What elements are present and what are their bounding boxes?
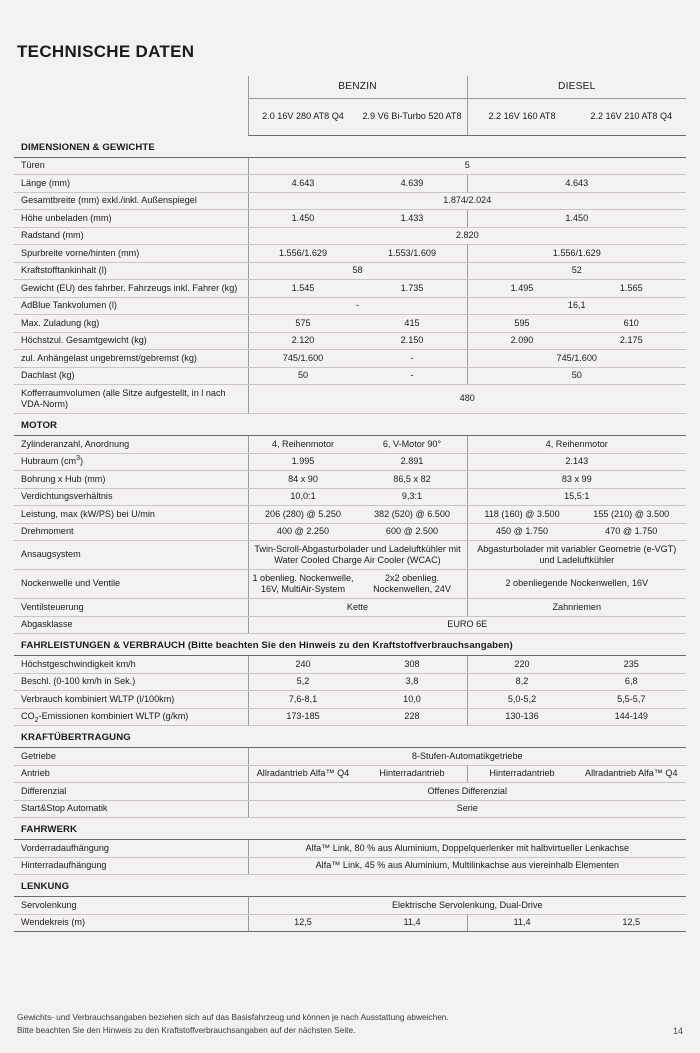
row-value: 206 (280) @ 5.250 [248,506,358,524]
section-heading: LENKUNG [14,875,686,897]
row-value: 595 [467,315,577,333]
row-value: 4, Reihenmotor [248,436,358,454]
row-value: Offenes Differenzial [248,783,686,801]
table-row [14,914,686,932]
row-value: 1.450 [467,210,686,228]
row-value: 6, V-Motor 90° [358,436,468,454]
row-value: 2.891 [358,453,468,471]
row-label: Kofferraumvolumen (alle Sitze aufgestellt, in l nach VDA-Norm) [14,385,248,414]
row-value: 2.150 [358,332,468,350]
row-value: 745/1.600 [248,350,358,368]
row-value: - [358,367,468,385]
row-label: Getriebe [14,748,248,766]
row-label: Höchstgeschwindigkeit km/h [14,656,248,674]
row-label: Zylinderanzahl, Anordnung [14,436,248,454]
row-label: Antrieb [14,765,248,783]
table-row [14,748,686,766]
table-row [14,673,686,691]
row-value: EURO 6E [248,616,686,634]
row-label: Ansaugsystem [14,541,248,570]
row-value: 83 x 99 [467,471,686,489]
section-header-row [14,135,686,157]
row-value: Allradantrieb Alfa™ Q4 [577,765,687,783]
row-value: 2 obenliegende Nockenwellen, 16V [467,570,686,599]
row-value: 173-185 [248,708,358,726]
row-value: 745/1.600 [467,350,686,368]
table-row [14,227,686,245]
row-value: 4, Reihenmotor [467,436,686,454]
spec-sheet-page [0,42,700,1053]
row-value: 144-149 [577,708,687,726]
row-label: Verdichtungsverhältnis [14,488,248,506]
row-value: 1 obenlieg. Nockenwelle, 16V, MultiAir-System [248,570,358,599]
row-label: Differenzial [14,783,248,801]
row-value: Serie [248,800,686,818]
row-label: zul. Anhängelast ungebremst/gebremst (kg) [14,350,248,368]
row-value: 1.556/1.629 [467,245,686,263]
row-value: 9,3:1 [358,488,468,506]
row-value: Zahnriemen [467,599,686,617]
variant-header-3: 2.2 16V 160 AT8 [467,98,577,135]
row-label: Bohrung x Hub (mm) [14,471,248,489]
table-row [14,506,686,524]
row-label: Max. Zuladung (kg) [14,315,248,333]
row-value: - [358,350,468,368]
row-value: 450 @ 1.750 [467,523,577,541]
row-value: 415 [358,315,468,333]
row-value: 1.433 [358,210,468,228]
section-heading: FAHRLEISTUNGEN & VERBRAUCH (Bitte beachten Sie den Hinweis zu den Kraftstoffverbrauchsangaben) [14,634,686,656]
row-label: $CO_2$-Emissionen kombiniert WLTP (g/km) [14,708,248,726]
row-value: 8-Stufen-Automatikgetriebe [248,748,686,766]
table-row [14,840,686,858]
row-value: 6,8 [577,673,687,691]
row-value: 2.143 [467,453,686,471]
row-value: Allradantrieb Alfa™ Q4 [248,765,358,783]
row-label: Drehmoment [14,523,248,541]
row-label: Hubraum $(cm^3)$ [14,453,248,471]
table-row [14,800,686,818]
row-value: 8,2 [467,673,577,691]
group-header-benzin: BENZIN [248,76,467,98]
table-row [14,453,686,471]
variant-header-row [14,98,686,135]
table-row [14,765,686,783]
row-value: 220 [467,656,577,674]
row-value: 228 [358,708,468,726]
row-value: 1.995 [248,453,358,471]
table-row [14,157,686,175]
row-value: 2.820 [248,227,686,245]
row-value: 382 (520) @ 6.500 [358,506,468,524]
section-heading: FAHRWERK [14,818,686,840]
row-value: 2.120 [248,332,358,350]
row-value: Kette [248,599,467,617]
table-row [14,541,686,570]
fuel-group-header-row [14,76,686,98]
row-label: Nockenwelle und Ventile [14,570,248,599]
table-row [14,385,686,414]
row-label: Höchstzul. Gesamtgewicht (kg) [14,332,248,350]
row-value: 240 [248,656,358,674]
row-value: 5,5-5,7 [577,691,687,709]
table-row [14,367,686,385]
row-label: Start&Stop Automatik [14,800,248,818]
table-row [14,616,686,634]
row-value: - [248,297,467,315]
row-value: 15,5:1 [467,488,686,506]
row-value: 470 @ 1.750 [577,523,687,541]
row-value: 50 [248,367,358,385]
row-label: Ventilsteuerung [14,599,248,617]
row-value: 480 [248,385,686,414]
header-spacer [14,76,248,98]
table-row [14,897,686,915]
table-row [14,280,686,298]
row-value: Alfa™ Link, 80 % aus Aluminium, Doppelquerlenker mit halbvirtueller Lenkachse [248,840,686,858]
variant-header-1: 2.0 16V 280 AT8 Q4 [248,98,358,135]
row-value: 1.556/1.629 [248,245,358,263]
row-label: Dachlast (kg) [14,367,248,385]
table-row [14,523,686,541]
row-label: Türen [14,157,248,175]
table-row [14,245,686,263]
table-row [14,436,686,454]
group-header-diesel: DIESEL [467,76,686,98]
row-label: Hinterradaufhängung [14,857,248,875]
table-row [14,471,686,489]
row-value: 1.735 [358,280,468,298]
row-value: 1.545 [248,280,358,298]
row-value: 118 (160) @ 3.500 [467,506,577,524]
table-body [14,135,686,932]
row-value: 2.090 [467,332,577,350]
row-label: Gesamtbreite (mm) exkl./inkl. Außenspiegel [14,192,248,210]
section-heading: MOTOR [14,414,686,436]
footer-line-1: Gewichts- und Verbrauchsangaben beziehen sich auf das Basisfahrzeug und können je nach Ausstattung abweichen. [17,1012,449,1022]
row-value: 16,1 [467,297,686,315]
row-label: Gewicht (EU) des fahrber. Fahrzeugs inkl. Fahrer (kg) [14,280,248,298]
row-value: 1.565 [577,280,687,298]
table-row [14,656,686,674]
row-value: 11,4 [358,914,468,932]
row-value: 5 [248,157,686,175]
table-row [14,315,686,333]
table-row [14,350,686,368]
table-row [14,210,686,228]
technical-data-table [14,76,686,932]
footer-note [17,1011,677,1036]
row-value: 2.175 [577,332,687,350]
row-value: 610 [577,315,687,333]
row-value: Twin-Scroll-Abgasturbolader und Ladeluftkühler mit Water Cooled Charge Air Cooler (WCAC) [248,541,467,570]
row-value: 3,8 [358,673,468,691]
section-header-row [14,634,686,656]
section-header-row [14,818,686,840]
row-value: Elektrische Servolenkung, Dual-Drive [248,897,686,915]
table-row [14,488,686,506]
row-value: 1.874/2.024 [248,192,686,210]
row-value: 600 @ 2.500 [358,523,468,541]
row-value: 50 [467,367,686,385]
variant-header-4: 2.2 16V 210 AT8 Q4 [577,98,687,135]
row-label: Vorderradaufhängung [14,840,248,858]
table-row [14,599,686,617]
row-value: 12,5 [248,914,358,932]
variant-header-2: 2.9 V6 Bi-Turbo 520 AT8 [358,98,468,135]
row-value: 400 @ 2.250 [248,523,358,541]
row-value: Hinterradantrieb [467,765,577,783]
row-value: 4.643 [248,175,358,193]
row-value: 7,6-8,1 [248,691,358,709]
table-header [14,76,686,135]
row-value: 575 [248,315,358,333]
row-label: Servolenkung [14,897,248,915]
footer-line-2: Bitte beachten Sie den Hinweis zu den Kraftstoffverbrauchsangaben auf der nächsten Seite. [17,1024,356,1035]
table-row [14,691,686,709]
row-value: 52 [467,262,686,280]
row-value: 308 [358,656,468,674]
row-value: 10,0 [358,691,468,709]
section-heading: KRAFTÜBERTRAGUNG [14,726,686,748]
row-value: 130-136 [467,708,577,726]
row-label: Beschl. (0-100 km/h in Sek.) [14,673,248,691]
table-row [14,332,686,350]
row-value: 5,0-5,2 [467,691,577,709]
table-row [14,192,686,210]
table-row [14,297,686,315]
section-heading: DIMENSIONEN & GEWICHTE [14,135,686,157]
section-header-row [14,414,686,436]
row-label: Höhe unbeladen (mm) [14,210,248,228]
row-value: 235 [577,656,687,674]
page-number: 14 [672,1026,683,1036]
row-value: 1.553/1.609 [358,245,468,263]
row-value: 1.450 [248,210,358,228]
row-value: 2x2 obenlieg. Nockenwellen, 24V [358,570,468,599]
row-label: Radstand (mm) [14,227,248,245]
row-label: Länge (mm) [14,175,248,193]
section-header-row [14,875,686,897]
row-value: Hinterradantrieb [358,765,468,783]
table-row [14,262,686,280]
table-row [14,570,686,599]
row-value: Abgasturbolader mit variabler Geometrie (e-VGT) und Ladeluftkühler [467,541,686,570]
row-value: 155 (210) @ 3.500 [577,506,687,524]
row-label: Verbrauch kombiniert WLTP (l/100km) [14,691,248,709]
row-value: 58 [248,262,467,280]
row-label: Wendekreis (m) [14,914,248,932]
table-row [14,783,686,801]
row-value: 4.639 [358,175,468,193]
row-value: 10,0:1 [248,488,358,506]
row-value: Alfa™ Link, 45 % aus Aluminium, Multilinkachse aus viereinhalb Elementen [248,857,686,875]
row-label: Spurbreite vorne/hinten (mm) [14,245,248,263]
row-value: 1.495 [467,280,577,298]
row-value: 12,5 [577,914,687,932]
row-value: 84 x 90 [248,471,358,489]
row-value: 86,5 x 82 [358,471,468,489]
row-label: Abgasklasse [14,616,248,634]
page-title: TECHNISCHE DATEN [17,42,195,61]
table-row [14,857,686,875]
table-row [14,175,686,193]
row-label: Kraftstofftankinhalt (l) [14,262,248,280]
table-row [14,708,686,726]
header-spacer-2 [14,98,248,135]
row-label: AdBlue Tankvolumen (l) [14,297,248,315]
section-header-row [14,726,686,748]
row-value: 11,4 [467,914,577,932]
row-value: 4.643 [467,175,686,193]
row-label: Leistung, max (kW/PS) bei U/min [14,506,248,524]
row-value: 5,2 [248,673,358,691]
